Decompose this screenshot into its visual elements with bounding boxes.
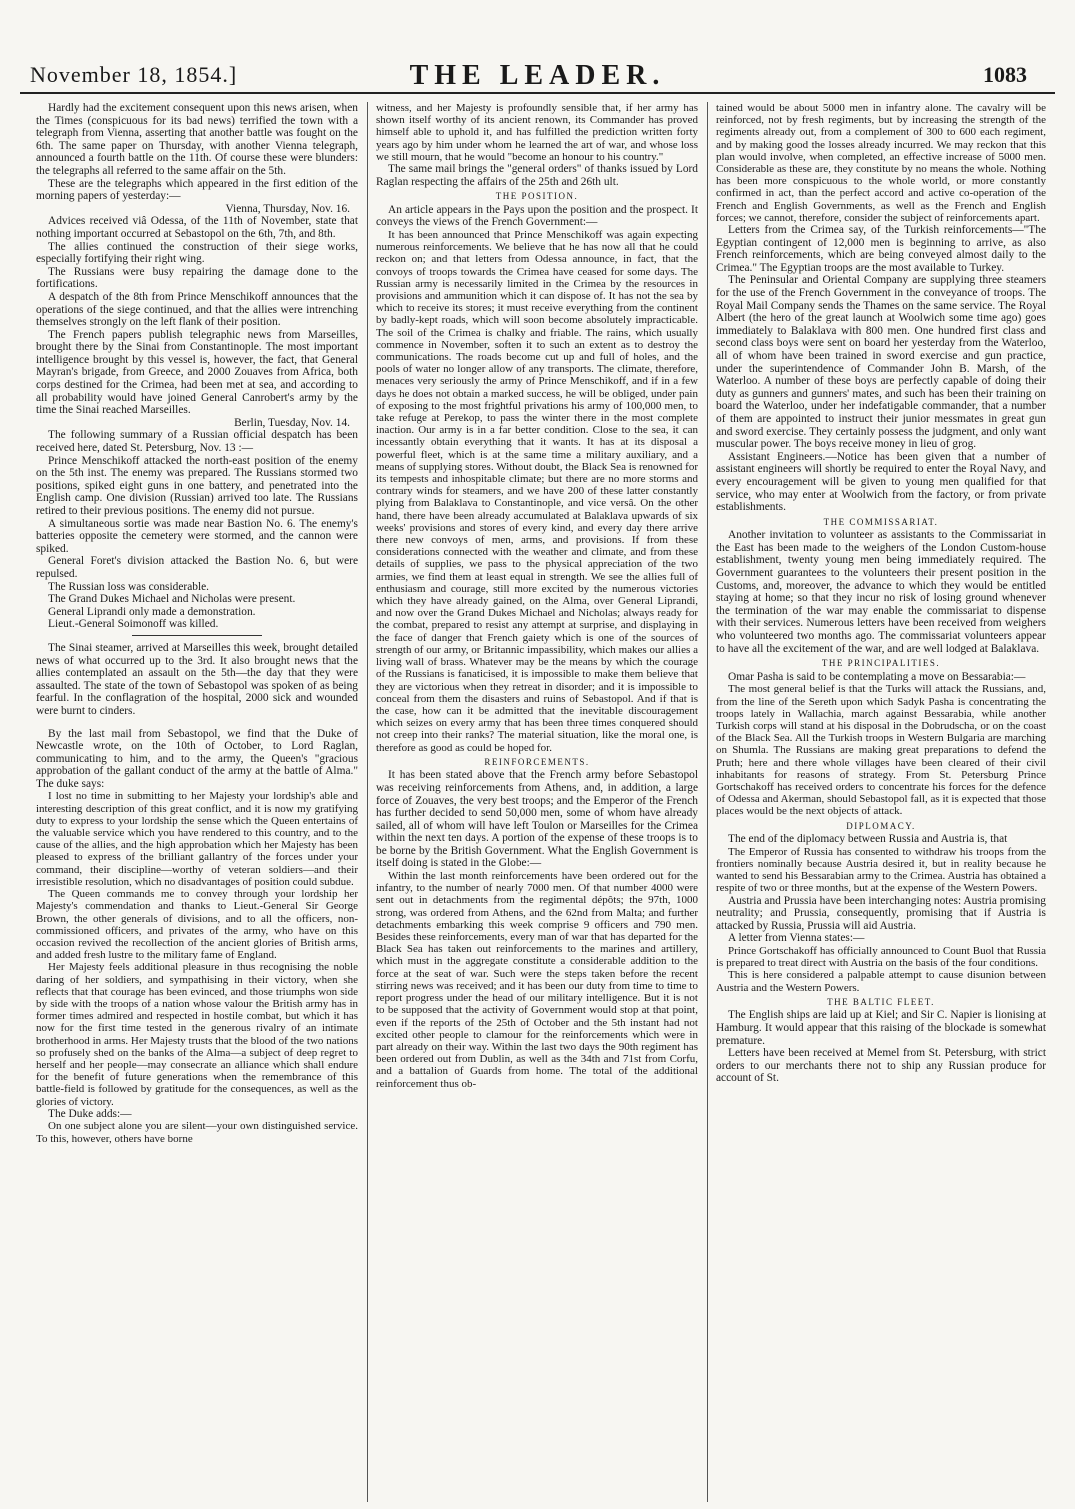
paragraph: The Duke adds:—: [48, 1107, 132, 1120]
quoted-paragraph: Within the last month reinforcements have been ordered out for the infantry, to the number of nearly 7000 men. Of that number 4000 were sent out in detachments from the regimental dépôts; the 97th, 1000 strong, was ordered from Athens, and the 62nd from Malta; and further detachments embarking this week comprise 9 officers and 790 men. Besides these reinforcements, every man of war that has departed for the Black Sea has taken out reinforcements to the marines and artillery, which must in the aggregate constitute a considerable addition to the force at the seat of war. Such were the steps taken before the recent stirring news was received; and it has been our duty from time to time to report progress under the head of our military intelligence. But it is not to be supposed that the activity of Government would stop at that point, even if the reports of the 25th of October and the 5th instant had not excited other people to clamour for the reinforcements which were in part already on their way. Within the last two days the 90th regiment has been ordered out from Dublin, as well as the 34th and 71st from Corfu, and a battalion of Guards from home. The total of the additional reinforcement thus ob-: [376, 870, 698, 1090]
dateline: Vienna, Thursday, Nov. 16.: [225, 202, 350, 215]
issue-date: November 18, 1854.]: [30, 62, 238, 87]
paragraph: The Russian loss was considerable.: [48, 580, 210, 593]
section-heading: THE POSITION.: [495, 191, 579, 202]
page-number: 1083: [983, 62, 1027, 87]
paragraph: The English ships are laid up at Kiel; and Sir C. Napier is lionising at Hamburg. It would appear that this raising of the blockade is somewhat premature.: [716, 1009, 1046, 1047]
paragraph: The French papers publish telegraphic news from Marseilles, brought there by the Sinai from Constantinople. The most important intelligence brought by this vessel is, however, the fact, that General Mayran's brigade, from Greece, and 2000 Zouaves from Africa, both corps destined for the Crimea, had been met at sea, and according to all probability would have joined General Canrobert's army by the time the Sinai reached Marseilles.: [36, 328, 358, 417]
paragraph: The Peninsular and Oriental Company are supplying three steamers for the use of the French Government in the conveyance of troops. The Royal Mail Company sends the Thames on the same service. The Royal Albert (the hero of the great launch at Woolwich some time ago) goes immediately to Balaklava with 800 men. One hundred first class and second class boys were sent on board her yesterday from the Waterloo, all of whom have been trained in sword exercise and gun practice, under the superintendence of Commander John B. Marsh, of the Waterloo. A number of these boys are perfectly capable of doing their duty as gunners and gunners' mates, and such has been their training on board the Waterloo, under her indefatigable commander, that a number of them are appointed to instruct their junior messmates in great gun and sword exercise. They certainly possess the judgment, and only want muscular power. The boys receive money in lieu of grog.: [716, 274, 1046, 451]
paragraph: General Liprandi only made a demonstration.: [48, 605, 256, 618]
quoted-paragraph: It has been announced that Prince Menschikoff was again expecting numerous reinforcements. We believe that he has now all that he could reckon on; and that letters from Odessa announce, in fact, that the convoys of troops towards the Crimea have ceased for some days. The Russian army is necessarily limited in the Crimea by the resources in provisions and ammunition which it can dispose of. It has not the sea by which to receive its stores; it must receive everything from the continent by badly-kept roads, which will soon become absolutely impracticable. The soil of the Crimea is chalky and friable. The rains, which usually commence in November, soften it to such an extent as to destroy the communications. The roads become cut up and full of holes, and the pools of water no longer allow of any transports. The climate, therefore, menaces very seriously the army of Prince Menschikoff, and if in a few days he does not obtain a marked success, he will be obliged, under pain of exposing to the most frightful privations his army of 100,000 men, to take refuge at Perekop, to pass the winter there in the most complete inaction. Our army is in a far better condition. Close to the sea, it can incessantly obtain everything that it wants. It has at its disposal a powerful fleet, which is at the same time a military auxiliary, and a means of supplying stores. Without doubt, the Black Sea is renowned for its tempests and inhospitable climate; but there are no more storms and contrary winds for steamers, and we have 200 of these latter constantly plying from Balaklava to Constantinople, and vice versâ. On the other hand, there have been already accumulated at Balaklava upwards of six weeks' provisions and stores of every kind, and every day there arrive there new convoys of men, arms, and provisions. If from these considerations connected with the weather and climate, and from these details of supplies, we pass to the physical appreciation of the two armies, we find them at least equal in strength. We see the allies full of enthusiasm and courage, still more excited by the numerous victories which they have already gained, on the Alma, over General Liprandi, and now over the Grand Dukes Michael and Nicholas; always ready for the combat, prepared to resist any attempt at surprise, and displaying in the face of danger that French gaiety which is one of the sources of strength of our army, or Britannic impassibility, which makes our allies a living wall of brass. Whatever may be the means by which the courage of the Russians is fanaticised, it is impossible to make them believe that they are victorious when they retreat in disorder; and it is impossible to conceal from them the disasters and ruins of Sebastopol. And if that is the case, how can it be admitted that the inevitable discouragement which seizes on every army that has been three times conquered should not creep into their ranks? The material situation, like the moral one, is therefore as good as could be hoped for.: [376, 228, 698, 754]
section-heading: REINFORCEMENTS.: [484, 756, 590, 767]
paragraph: The following summary of a Russian official despatch has been received here, dated St. Petersburg, Nov. 13 :—: [36, 429, 358, 455]
paragraph: The same mail brings the "general orders" of thanks issued by Lord Raglan respecting the affairs of the 25th and 26th ult.: [376, 163, 698, 188]
quoted-paragraph: This is here considered a palpable attempt to cause disunion between Austria and the Western Powers.: [716, 969, 1046, 994]
paragraph: The end of the diplomacy between Russia and Austria is, that: [728, 833, 1008, 846]
paragraph: Assistant Engineers.—Notice has been given that a number of assistant engineers will shortly be required to enter the Royal Navy, and every encouragement will be given to young men qualified for that service, who may enter at Woolwich from the factory, or from private establishments.: [716, 450, 1046, 514]
quoted-paragraph: Prince Gortschakoff has officially announced to Count Buol that Russia is prepared to treat direct with Austria on the basis of the four conditions.: [716, 945, 1046, 970]
paragraph: Lieut.-General Soimonoff was killed.: [48, 618, 219, 631]
column-divider: [707, 102, 708, 1502]
quoted-paragraph: Her Majesty feels additional pleasure in thus recognising the noble daring of her soldiers, and sympathising in their victory, when she reflects that that courage has been evinced, and those triumphs won side by side with the troops of a nation whose valour the British army has in former times admired and respected in hostile combat, but which it has now for the first time tested in the generous rivalry of an intimate brotherhood in arms. Her Majesty trusts that the blood of the two nations so profusely shed on the banks of the Alma—a subject of deep regret to herself and her people—may consecrate an alliance which shall endure for the benefit of future generations when the remembrance of this battle-field is followed by gratitude for the consequences, as well as the glories of victory.: [36, 961, 358, 1108]
newspaper-title: THE LEADER.: [409, 60, 666, 91]
spacer: [36, 718, 358, 728]
section-heading: THE BALTIC FLEET.: [827, 996, 935, 1007]
section-rule: [132, 635, 262, 636]
paragraph: Austria and Prussia have been interchanging notes: Austria promising neutrality; and Prussia, consequently, promising that if Austria is attacked by Russia, Prussia will aid Austria.: [716, 894, 1046, 932]
quoted-paragraph: tained would be about 5000 men in infantry alone. The cavalry will be reinforced, not by fresh regiments, but by increasing the strength of the regiments already out, from a complement of 300 to 600 each regiment, and by making good the losses already incurred. We may reckon that this plan would involve, when completed, an effective increase of 5000 men. Considerable as these are, they constitute by no means the whole. Nothing has been more conspicuous to the whole world, or more constantly confirmed in act, than the perfect accord and active co-operation of the French and English Governments, as well as the French and English forces; we cannot, therefore, consider the subject of reinforcements apart.: [716, 102, 1046, 224]
paragraph: By the last mail from Sebastopol, we find that the Duke of Newcastle wrote, on the 10th of October, to Lord Raglan, communicating to him, and to the army, the Queen's "gracious approbation of the gallant conduct of the army at the battle of Alma." The duke says:: [36, 727, 358, 790]
quoted-paragraph: On one subject alone you are silent—your own distinguished service. To this, however, others have borne: [36, 1120, 358, 1145]
quoted-paragraph: The most general belief is that the Turks will attack the Russians, and, from the line of the Sereth upon which Sadyk Pasha is concentrating the troops lately in Wallachia, march against Bessarabia, while another Turkish corps will stand at his disposal in the Dobrudscha, or on the coast of the Black Sea. All the Turkish troops in Western Bulgaria are marching on Shumla. The Russians are making great preparations to defend the Pruth; here and there whole villages have been cleared of their civil inhabitants for reasons of strategy. From St. Petersburg Prince Gortschakoff has received orders to concentrate his forces for the defence of Odessa and Akerman, should Sebastopol fall, as it is expected that those places would be the next objects of attack.: [716, 683, 1046, 818]
paragraph: Letters have been received at Memel from St. Petersburg, with strict orders to our merchants there not to ship any Russian produce for account of St.: [716, 1047, 1046, 1085]
column-2: [376, 102, 698, 1502]
article-columns: [36, 102, 1054, 1502]
section-heading: DIPLOMACY.: [846, 820, 916, 831]
paragraph: A letter from Vienna states:—: [728, 932, 865, 945]
column-3: [716, 102, 1046, 1502]
quoted-paragraph: The Emperor of Russia has consented to withdraw his troops from the frontiers nominally because Austria desired it, but in reality because he wanted to send his Bessarabian army to the Crimea. Austria has obtained a respite of two or three months, but at the expense of the Western Powers.: [716, 845, 1046, 895]
column-divider: [367, 102, 368, 1502]
section-heading: THE PRINCIPALITIES.: [821, 658, 941, 669]
paragraph: Letters from the Crimea say, of the Turkish reinforcements—"The Egyptian contingent of 12,000 men is beginning to arrive, as also French reinforcements, which are being conveyed almost daily to the Crimea." The Egyptian troops are the most available to Turkey.: [716, 224, 1046, 274]
paragraph: General Foret's division attacked the Bastion No. 6, but were repulsed.: [36, 555, 358, 580]
masthead: [20, 58, 1055, 94]
quoted-paragraph: I lost no time in submitting to her Majesty your lordship's able and interesting description of this great conflict, and it is now my gratifying duty to express to your lordship the sense which the Queen entertains of the valuable service which you have rendered to this country, and to the cause of the allies, and the high approbation which her Majesty has been pleased to express of the brilliant gallantry of the forces under your command, their discipline—worthy of veteran soldiers—and their irresistible resolution, which no disadvantages of position could subdue.: [36, 790, 358, 888]
section-heading: THE COMMISSARIAT.: [823, 516, 939, 527]
paragraph: A simultaneous sortie was made near Bastion No. 6. The enemy's batteries opposite the cemetery were stormed, and the cannon were spiked.: [36, 517, 358, 555]
dateline: Berlin, Tuesday, Nov. 14.: [234, 416, 350, 429]
paragraph: Hardly had the excitement consequent upon this news arisen, when the Times (conspicuous for its bad news) terrified the town with a telegraph from Vienna, asserting that another battle was fought on the 6th. The same paper on Thursday, with another Vienna telegraph, announced a fourth battle on the 11th. Of course these were blunders: the telegraphs all referred to the same affair on the 5th.: [36, 102, 358, 177]
quoted-paragraph: The Queen commands me to convey through your lordship her Majesty's commendation and thanks to Lieut.-General Sir George Brown, the other generals of divisions, and to all the officers, non-commissioned officers, and privates of the army, who have on this occasion revived the recollection of the ancient glories of British arms, and added fresh lustre to the military fame of England.: [36, 888, 358, 962]
paragraph: Another invitation to volunteer as assistants to the Commissariat in the East has been made to the weighers of the London Custom-house establishment, twenty young men being immediately required. The Government guarantees to the volunteers their present position in the Customs, and, moreover, the advance to which they would be entitled staying at home; so that they incur no risk of losing ground whenever the termination of the war may enable the commissariat to dispense with their services. Numerous letters have been received from weighers who volunteered two months ago. The commissariat volunteers appear to have all the excitement of the war, and are well lodged at Balaklava.: [716, 529, 1046, 655]
column-1: [36, 102, 358, 1502]
paragraph: The Sinai steamer, arrived at Marseilles this week, brought detailed news of what occurred up to the 3rd. It also brought news that the allies contemplated an assault on the 5th—the day that they were assaulted. The state of the town of Sebastopol was spoken of as being fearful. In the conflagration of the hospital, 2000 sick and wounded were burnt to cinders.: [36, 641, 358, 717]
paragraph: The allies continued the construction of their siege works, especially fortifying their right wing.: [36, 240, 358, 266]
paragraph: An article appears in the Pays upon the position and the prospect. It conveys the views of the French Government:—: [376, 203, 698, 229]
paragraph: The Grand Dukes Michael and Nicholas were present.: [48, 593, 296, 606]
paragraph: Advices received viâ Odessa, of the 11th of November, state that nothing important occurred at Sebastopol on the 6th, 7th, and 8th.: [36, 215, 358, 240]
paragraph: Omar Pasha is said to be contemplating a move on Bessarabia:—: [728, 670, 1026, 683]
quoted-paragraph: witness, and her Majesty is profoundly sensible that, if her army has shown itself worthy of its ancient renown, its Commander has proved himself able to uphold it, and has fulfilled the prediction written forty years ago by him under whom he learned the art of war, and whose loss we still mourn, that he would "become an honour to his country.": [376, 102, 698, 163]
paragraph: A despatch of the 8th from Prince Menschikoff announces that the operations of the siege continued, and that the allies were intrenching themselves strongly on the left flank of their position.: [36, 290, 358, 329]
paragraph: The Russians were busy repairing the damage done to the fortifications.: [36, 265, 358, 291]
paragraph: Prince Menschikoff attacked the north-east position of the enemy on the 5th inst. The enemy was prepared. The Russians stormed two positions, spiked eight guns in one battery, and penetrated into the English camp. One division (Russian) arrived too late. The Russians retired to their previous positions. The enemy did not pursue.: [36, 454, 358, 517]
paragraph: These are the telegraphs which appeared in the first edition of the morning papers of yesterday:—: [36, 177, 358, 203]
paragraph: It has been stated above that the French army before Sebastopol was receiving reinforcements from Athens, and, in addition, a large force of Zouaves, the very best troops; and the Emperor of the French has further decided to send 50,000 men, some of whom have already sailed, all of whom will have left Toulon or Marseilles for the Crimea within the next ten days. A portion of the expense of these troops is to be borne by the British Government. What the English Government is itself doing is stated in the Globe:—: [376, 769, 698, 870]
